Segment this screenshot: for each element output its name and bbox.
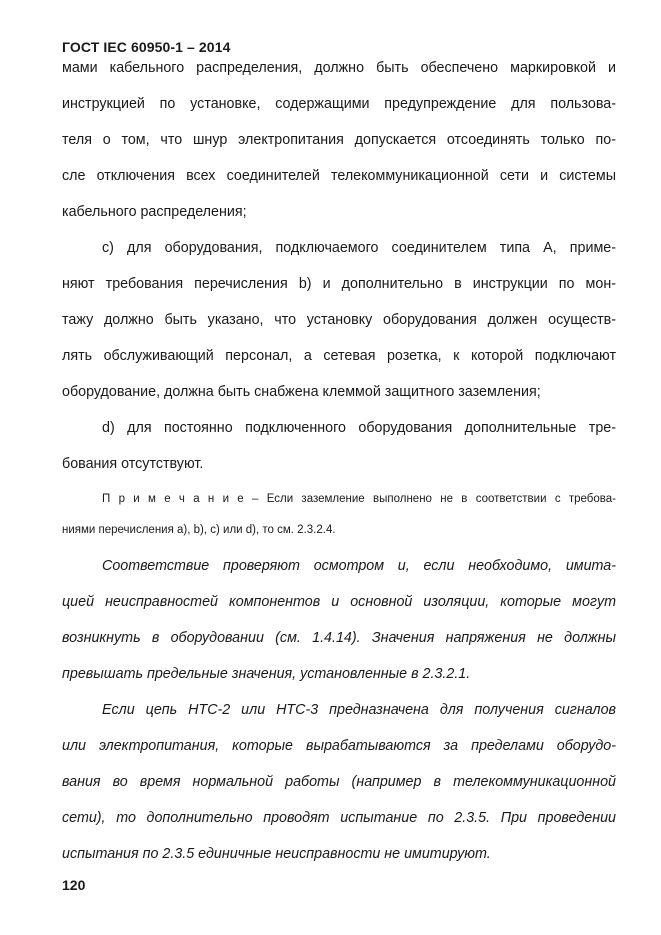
text-line: мами кабельного распределения, должно быть обеспечено маркировкой и — [62, 60, 616, 76]
text-line: тажу должно быть указано, что установку оборудования должен осуществ- — [62, 312, 616, 328]
paragraph-item-c — [62, 230, 616, 410]
paragraph-item-d — [62, 410, 616, 482]
text-line: няют требования перечисления b) и дополнительно в инструкции по мон- — [62, 276, 616, 292]
text-line: теля о том, что шнур электропитания допускается отсоединять только по- — [62, 132, 616, 148]
text-line: оборудование, должна быть снабжена клеммой защитного заземления; — [62, 384, 541, 400]
text-line: бования отсутствуют. — [62, 456, 204, 472]
text-line: кабельного распределения; — [62, 204, 247, 220]
page-number: 120 — [62, 877, 86, 893]
text-line: инструкцией по установке, содержащими предупреждение для пользова- — [62, 96, 616, 112]
page-content — [62, 50, 616, 872]
text-line: Если цепь НТС-2 или НТС-3 предназначена для получения сигналов — [102, 702, 616, 718]
document-header: ГОСТ IEC 60950-1 – 2014 — [62, 39, 231, 55]
text-line: возникнуть в оборудовании (см. 1.4.14). Значения напряжения не должны — [62, 630, 616, 646]
text-line: Соответствие проверяют осмотром и, если необходимо, имита- — [102, 558, 616, 574]
text-line: c) для оборудования, подключаемого соединителем типа А, приме- — [102, 240, 616, 256]
note-line: П р и м е ч а н и е – Если заземление выполнено не в соответствии с требова- — [102, 493, 616, 505]
note-line: ниями перечисления a), b), c) или d), то см. 2.3.2.4. — [62, 524, 336, 536]
text-line: превышать предельные значения, установленные в 2.3.2.1. — [62, 666, 471, 682]
text-line: испытания по 2.3.5 единичные неисправности не имитируют. — [62, 846, 491, 862]
paragraph-test-condition — [62, 692, 616, 872]
text-line: сле отключения всех соединителей телекоммуникационной сети и системы — [62, 168, 616, 184]
text-line: вания во время нормальной работы (например в телекоммуникационной — [62, 774, 616, 790]
note-block — [62, 484, 616, 546]
text-line: лять обслуживающий персонал, а сетевая розетка, к которой подключают — [62, 348, 616, 364]
text-line: d) для постоянно подключенного оборудования дополнительные тре- — [102, 420, 616, 436]
text-line: цией неисправностей компонентов и основной изоляции, которые могут — [62, 594, 616, 610]
paragraph-compliance-check — [62, 548, 616, 692]
paragraph-continuation — [62, 50, 616, 230]
text-line: или электропитания, которые вырабатываются за пределами оборудо- — [62, 738, 616, 754]
text-line: сети), то дополнительно проводят испытание по 2.3.5. При проведении — [62, 810, 616, 826]
